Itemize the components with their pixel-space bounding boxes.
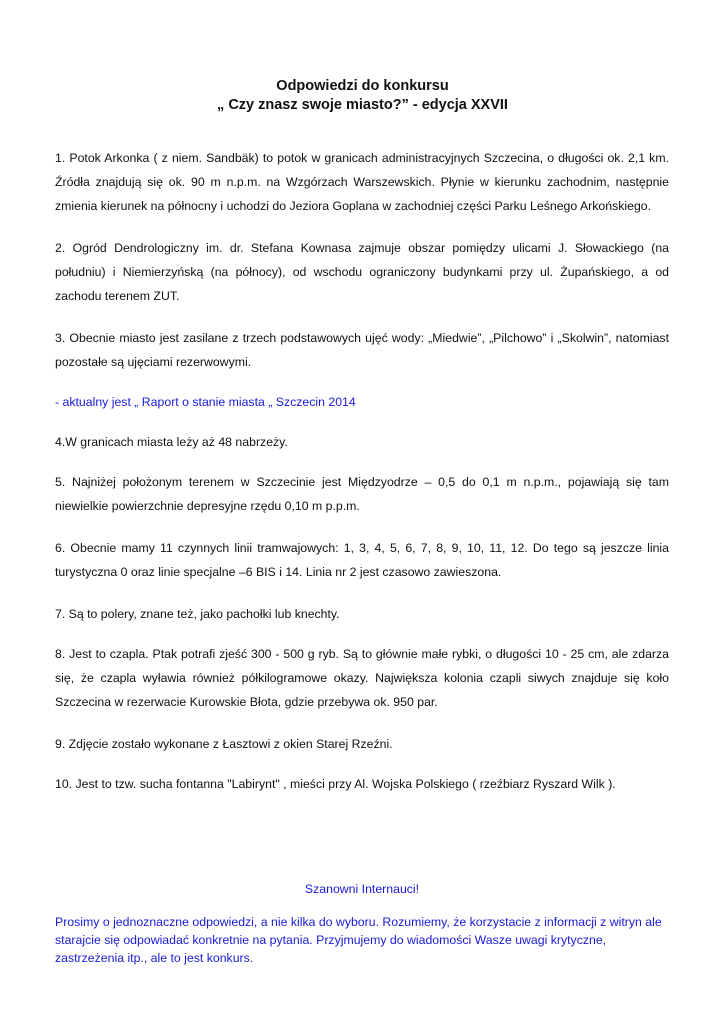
footer-text: Prosimy o jednoznaczne odpowiedzi, a nie kilka do wyboru. Rozumiemy, że korzystacie z informacji z witryn ale starajcie się odpowiadać konkretnie na pytania. Przyjmujemy do wiadomości Wasze uwagi krytyczne, zastrzeżenia itp., ale to jest konkurs. [55,915,662,965]
footer-note [55,880,669,967]
answer-1: 1. Potok Arkonka ( z niem. Sandbäk) to potok w granicach administracyjnych Szczecina, o długości ok. 2,1 km. Źródła znajdują się ok. 90 m n.p.m. na Wzgórzach Warszewskich. Płynie w kierunku zachodnim, następnie zmienia kierunek na północny i uchodzi do Jeziora Goplana w zachodniej części Parku Leśnego Arkońskiego. [55,151,669,213]
title-line-1: Odpowiedzi do konkursu [276,78,449,94]
title-line-2: „ Czy znasz swoje miasto?” - edycja XXVII [217,97,508,113]
answer-2: 2. Ogród Dendrologiczny im. dr. Stefana Kownasa zajmuje obszar pomiędzy ulicami J. Słowackiego (na południu) i Niemierzyńską (na północy), od wschodu ograniczony budynkami przy ul. Żupańskiego, a od zachodu terenem ZUT. [55,241,669,303]
answer-9: 9. Zdjęcie zostało wykonane z Łasztowi z okien Starej Rzeźni. [55,737,393,751]
answers-list [55,146,669,814]
answer-5: 5. Najniżej położonym terenem w Szczecinie jest Międzyodrze – 0,5 do 0,1 m n.p.m., pojawiają się tam niewielkie powierzchnie depresyjne rzędu 0,10 m p.p.m. [55,475,669,513]
answer-3: 3. Obecnie miasto jest zasilane z trzech podstawowych ujęć wody: „Miedwie”, „Pilchowo” i „Skolwin”, natomiast pozostałe są ujęciami rezerwowymi. [55,331,669,369]
document-title [0,77,725,115]
report-link[interactable]: - aktualny jest „ Raport o stanie miasta „ Szczecin 2014 [55,395,356,409]
answer-8: 8. Jest to czapla. Ptak potrafi zjeść 300 - 500 g ryb. Są to głównie małe rybki, o długości 10 - 25 cm, ale zdarza się, że czapla wyławia również półkilogramowe okazy. Największa kolonia czapli siwych znajduje się koło Szczecina w rezerwacie Kurowskie Błota, gdzie przebywa ok. 950 par. [55,647,669,709]
answer-4: 4.W granicach miasta leży aż 48 nabrzeży. [55,435,288,449]
footer-greeting: Szanowni Internauci! [304,882,420,896]
answer-10: 10. Jest to tzw. sucha fontanna "Labirynt" , mieści przy Al. Wojska Polskiego ( rzeźbiarz Ryszard Wilk ). [55,777,616,791]
answer-6: 6. Obecnie mamy 11 czynnych linii tramwajowych: 1, 3, 4, 5, 6, 7, 8, 9, 10, 11, 12. Do tego są jeszcze linia turystyczna 0 oraz linie specjalne –6 BIS i 14. Linia nr 2 jest czasowo zawieszona. [55,541,669,579]
answer-7: 7. Są to polery, znane też, jako pachołki lub knechty. [55,607,340,621]
